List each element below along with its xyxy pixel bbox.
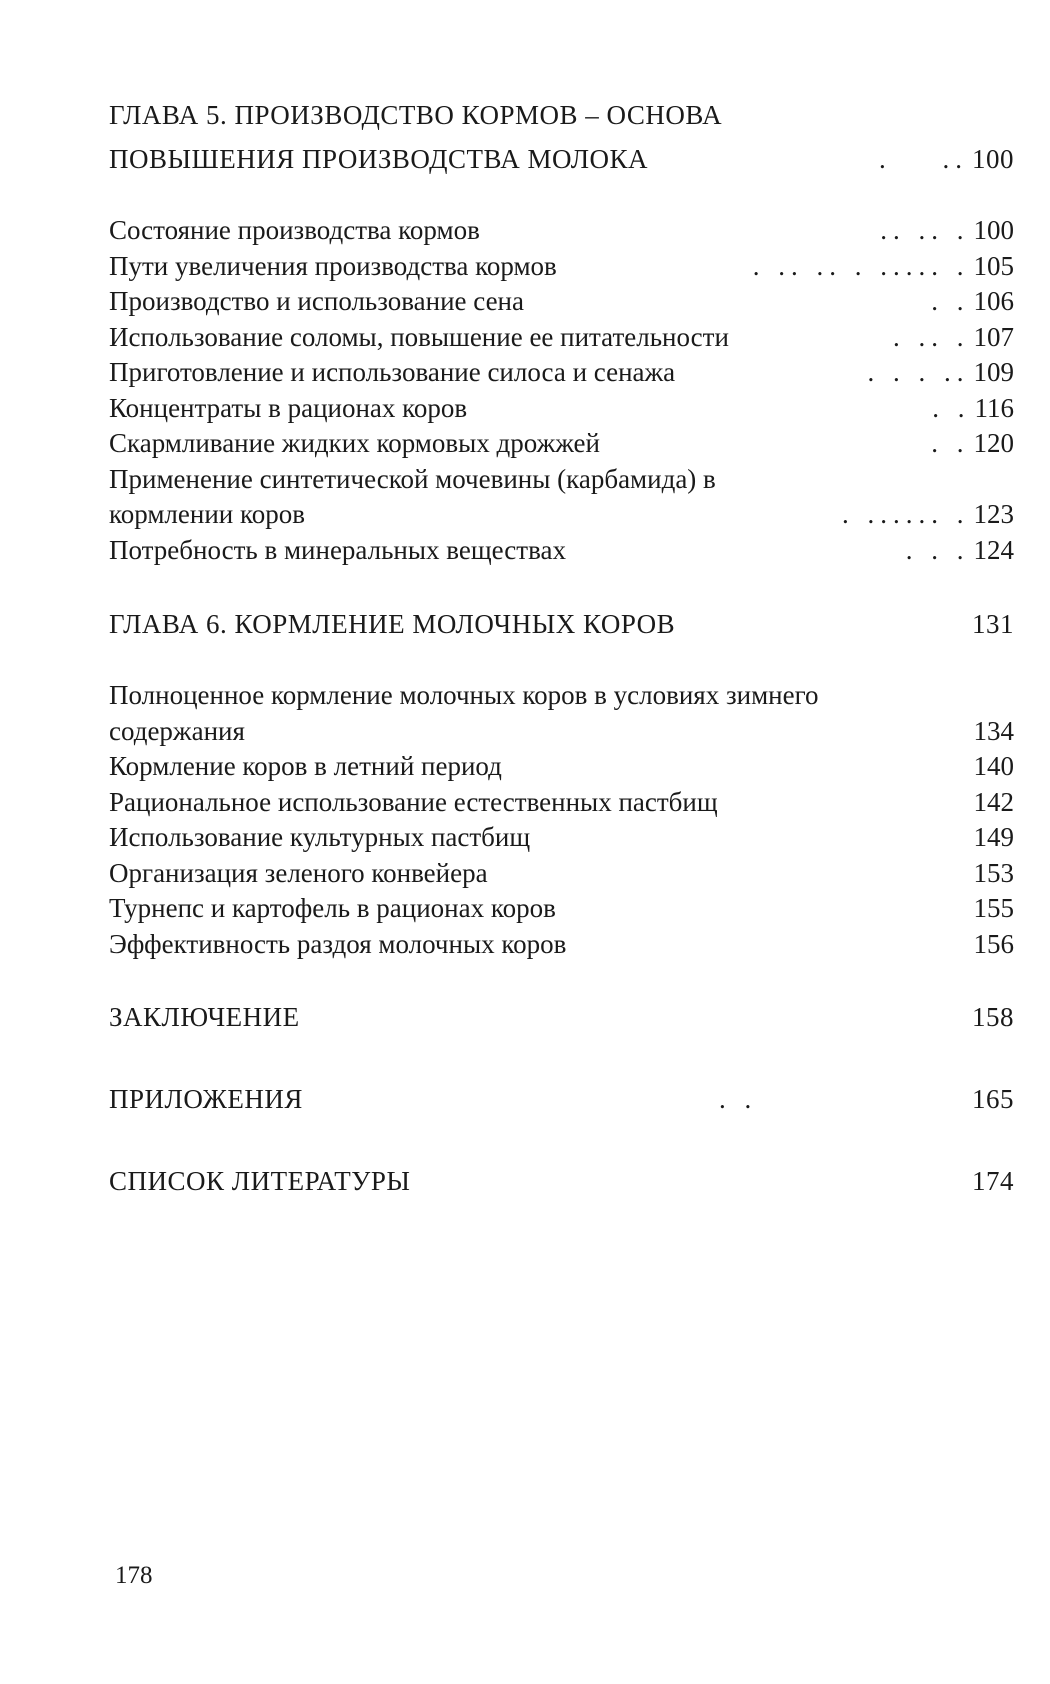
page-ref: 142 xyxy=(973,786,1014,817)
toc-entry xyxy=(109,748,1014,784)
page-ref: 120 xyxy=(973,428,1014,458)
entry-title: Турнепс и картофель в рационах коров xyxy=(109,893,556,923)
appendices-title: ПРИЛОЖЕНИЯ xyxy=(109,1084,303,1114)
entry-title: Рациональное использование естественных пастбищ xyxy=(109,786,718,817)
chapter5-heading-line1 xyxy=(109,97,1014,133)
toc-entry xyxy=(109,713,1014,749)
page-ref: 100 xyxy=(972,144,1014,174)
entry-title: Скармливание жидких кормовых дрожжей xyxy=(109,428,600,458)
page-ref: 107 xyxy=(973,321,1014,352)
entry-title: Использование культурных пастбищ xyxy=(109,822,531,852)
toc-entry xyxy=(109,354,1014,390)
toc-entry xyxy=(109,425,1014,461)
page-ref: 100 xyxy=(973,215,1014,245)
entry-title: Использование соломы, повышение ее питательности xyxy=(109,321,729,352)
toc-entry xyxy=(109,461,1014,497)
entry-title: Состояние производства кормов xyxy=(109,215,480,245)
page-ref: 174 xyxy=(972,1166,1014,1196)
leader-dots: . . . .. xyxy=(867,357,970,387)
leader-dots: . .. . xyxy=(893,321,970,352)
conclusion-title: ЗАКЛЮЧЕНИЕ xyxy=(109,1002,300,1032)
references-heading xyxy=(109,1163,1014,1199)
chapter5-title-line1: ГЛАВА 5. ПРОИЗВОДСТВО КОРМОВ – ОСНОВА xyxy=(109,100,723,130)
references-title: СПИСОК ЛИТЕРАТУРЫ xyxy=(109,1166,411,1196)
entry-title: Кормление коров в летний период xyxy=(109,751,502,781)
toc-entry xyxy=(109,855,1014,891)
toc-entry xyxy=(109,496,1014,532)
page-ref: 156 xyxy=(973,928,1014,959)
entry-title: Пути увеличения производства кормов xyxy=(109,250,557,281)
toc-entry xyxy=(109,319,1014,355)
page-ref: 134 xyxy=(973,715,1014,746)
leader-dot: . xyxy=(879,144,887,174)
toc-entry xyxy=(109,784,1014,820)
entry-title: Концентраты в рационах коров xyxy=(109,392,468,423)
page-number: 178 xyxy=(115,1562,153,1589)
toc-entry xyxy=(109,677,1014,713)
entry-title: Приготовление и использование силоса и сенажа xyxy=(109,357,676,387)
leader-dots: . ...... . xyxy=(842,499,970,529)
toc-entry xyxy=(109,890,1014,926)
page-ref: 116 xyxy=(974,392,1014,423)
conclusion-heading xyxy=(109,999,1014,1035)
leader-dots: . . xyxy=(719,1084,758,1114)
entry-title: содержания xyxy=(109,715,245,746)
page-ref: 109 xyxy=(973,357,1014,387)
page-ref: 124 xyxy=(973,534,1014,565)
leader-dots: . . . xyxy=(905,534,970,565)
leader-dots: . .. .. . ..... . xyxy=(752,250,970,281)
page-ref: 106 xyxy=(973,286,1014,316)
entry-title: кормлении коров xyxy=(109,499,305,529)
chapter5-title-line2: ПОВЫШЕНИЯ ПРОИЗВОДСТВА МОЛОКА xyxy=(109,144,649,174)
chapter6-heading xyxy=(109,606,1014,642)
entry-title: Эффективность раздоя молочных коров xyxy=(109,928,567,959)
toc-entry xyxy=(109,926,1014,962)
toc-entry xyxy=(109,248,1014,284)
entry-title: Применение синтетической мочевины (карбамида) в xyxy=(109,463,716,494)
entry-title: Полноценное кормление молочных коров в условиях зимнего xyxy=(109,680,819,710)
leader-dots: .. xyxy=(942,144,968,174)
leader-dots: . . xyxy=(932,392,971,423)
page-ref: 165 xyxy=(972,1084,1014,1114)
entry-title: Организация зеленого конвейера xyxy=(109,857,488,888)
page-ref: 155 xyxy=(973,893,1014,923)
entry-title: Потребность в минеральных веществах xyxy=(109,534,566,565)
leader-dots: . . xyxy=(931,428,970,458)
toc-entry xyxy=(109,212,1014,248)
toc-entry xyxy=(109,532,1014,568)
chapter6-title: ГЛАВА 6. КОРМЛЕНИЕ МОЛОЧНЫХ КОРОВ xyxy=(109,609,676,639)
page-ref: 149 xyxy=(973,822,1014,852)
page-ref: 105 xyxy=(973,250,1014,281)
page-ref: 158 xyxy=(972,1002,1014,1032)
appendices-heading xyxy=(109,1081,1014,1117)
chapter5-heading-line2 xyxy=(109,141,1014,177)
page-ref: 140 xyxy=(973,751,1014,781)
page-ref: 131 xyxy=(972,609,1014,639)
entry-title: Производство и использование сена xyxy=(109,286,524,316)
leader-dots: . . xyxy=(931,286,970,316)
leader-dots: .. .. . xyxy=(880,215,970,245)
toc-entry xyxy=(109,283,1014,319)
page-ref: 123 xyxy=(973,499,1014,529)
toc-entry xyxy=(109,390,1014,426)
page-ref: 153 xyxy=(973,857,1014,888)
toc-entry xyxy=(109,819,1014,855)
